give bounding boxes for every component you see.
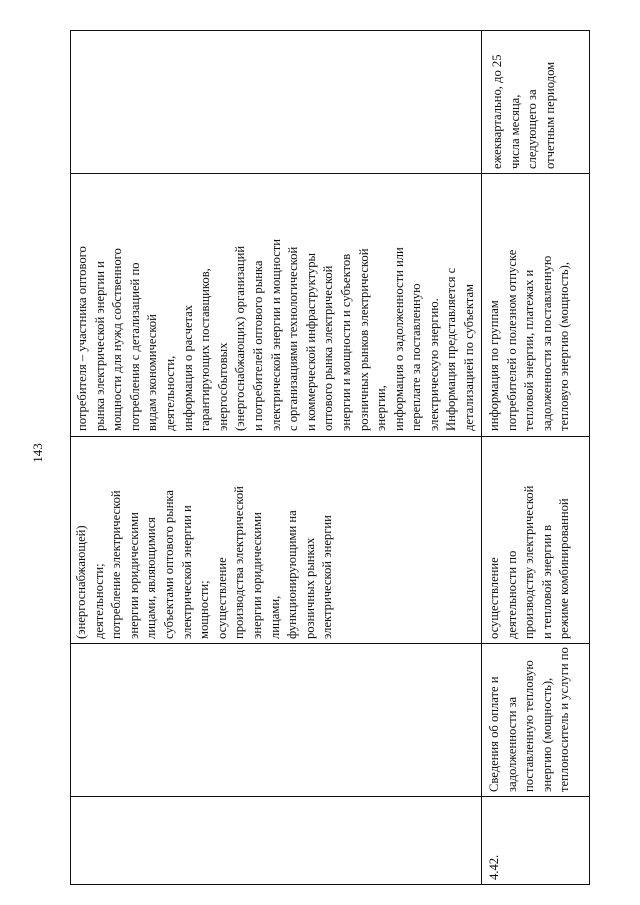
text-line: потребителей о полезном отпуске <box>504 249 519 431</box>
text-line: числа месяца, <box>507 94 522 169</box>
row-top-content-text <box>74 239 481 431</box>
text-line: потребителя – участника оптового <box>75 246 89 431</box>
text-line: розничных рынков электрической <box>356 248 371 431</box>
text-line: отчетным периодом <box>542 61 557 169</box>
text-line: тепловую энергию (мощность), <box>557 262 572 431</box>
text-line: информация о расчетах <box>180 304 195 431</box>
text-line: поставленную тепловую <box>522 660 537 792</box>
text-line: мощности для нужд собственного <box>110 248 125 431</box>
text-line: детализацией по субъектам <box>462 283 477 431</box>
text-line: информация по группам <box>487 300 501 431</box>
text-line: и потребителей оптового рынка <box>250 260 265 431</box>
text-line: задолженности за поставленную <box>539 255 554 431</box>
text-line: оптового рынка электрической <box>321 265 336 431</box>
text-line: электрической энергии <box>320 515 335 639</box>
text-line: теплоноситель и услуги по <box>557 647 572 792</box>
row-bottom-number-text: 4.42. <box>487 854 501 880</box>
text-line: с организациями технологической <box>286 246 301 431</box>
row-bottom-content-cell <box>481 173 591 436</box>
text-line: осуществление <box>214 557 229 639</box>
text-line: энергию (мощность), <box>539 677 554 792</box>
text-line: электрической энергии и мощности <box>268 238 283 431</box>
text-line: потребление электрической <box>109 490 124 639</box>
row-bottom-name-text <box>486 647 574 792</box>
text-line: мощности; <box>197 580 212 639</box>
text-line: потребления с детализацией по <box>127 262 142 431</box>
row-top-recipients-text <box>73 486 337 639</box>
text-line: энергии юридическими <box>249 512 264 639</box>
text-line: энергосбытовых <box>215 342 230 431</box>
text-line: Сведения об оплате и <box>487 676 501 792</box>
text-line: энергии и мощности и субъектов <box>338 253 353 431</box>
row-top-recipients-cell <box>71 436 481 643</box>
text-line: субъектами оптового рынка <box>161 490 176 639</box>
text-line: следующего за <box>525 89 540 169</box>
text-line: энергии, <box>374 385 389 431</box>
text-line: и коммерческой инфраструктуры <box>303 253 318 431</box>
row-bottom-periodicity-cell <box>481 31 591 173</box>
text-line: и тепловой энергии в <box>539 524 554 639</box>
text-line: информация о задолженности или <box>391 247 406 431</box>
text-line: лицами, являющимися <box>144 517 159 639</box>
text-line: розничных рынках <box>302 537 317 639</box>
text-line: (энергоснабжающей) <box>74 525 88 639</box>
text-line: ежеквартально, до 25 <box>490 54 504 169</box>
text-line: функционирующими на <box>285 510 300 639</box>
text-line: гарантирующих поставщиков, <box>198 268 213 431</box>
text-line: режиме комбинированной <box>557 498 572 639</box>
text-line: деятельности, <box>162 355 177 431</box>
text-line: электрическую энергию. <box>426 298 441 431</box>
text-line: Информация представляется с <box>444 267 459 431</box>
row-bottom-number-cell <box>481 796 591 886</box>
text-line: рынка электрической энергии и <box>92 261 107 431</box>
row-top-content-cell <box>71 173 481 436</box>
text-line: (энергоснабжающих) организаций <box>233 245 248 431</box>
text-line: осуществление <box>487 557 501 639</box>
row-bottom-recipients-text <box>486 486 574 639</box>
text-line: производства электрической <box>232 486 247 639</box>
text-line: деятельности по <box>504 550 519 639</box>
text-line: тепловой энергии, платежах и <box>522 269 537 431</box>
text-line: задолженности за <box>504 696 519 792</box>
page-number: 143 <box>29 443 45 463</box>
row-bottom-name-cell <box>481 643 591 796</box>
text-line: энергии юридическими <box>126 512 141 639</box>
text-line: лицами, <box>267 595 282 639</box>
text-line: электрической энергии и <box>179 505 194 639</box>
text-line: деятельности; <box>91 563 106 639</box>
text-line: переплате за поставленную <box>409 283 424 431</box>
text-line: видам экономической <box>145 314 160 431</box>
data-table <box>70 30 590 885</box>
row-bottom-periodicity-text <box>489 55 559 170</box>
row-bottom-content-text <box>486 250 574 431</box>
row-bottom-recipients-cell <box>481 436 591 643</box>
text-line: производству электрической <box>522 485 537 639</box>
